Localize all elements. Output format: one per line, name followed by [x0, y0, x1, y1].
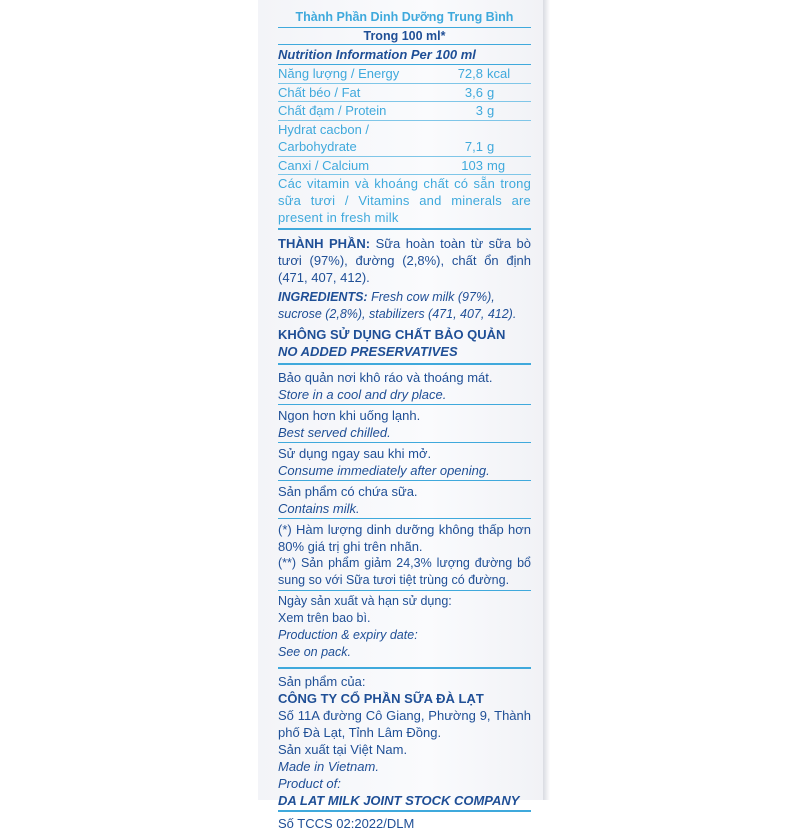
divider [278, 442, 531, 443]
company-name-en: DA LAT MILK JOINT STOCK COMPANY [278, 792, 531, 812]
no-preservatives-vi: KHÔNG SỬ DỤNG CHẤT BẢO QUẢN [278, 327, 506, 342]
footnote-nutrition: (*) Hàm lượng dinh dưỡng không thấp hơn 80% giá trị ghi trên nhãn. [278, 522, 531, 554]
divider [278, 363, 531, 365]
no-preservatives-en: NO ADDED PRESERVATIVES [278, 344, 458, 359]
nutrition-unit: g [487, 139, 495, 154]
nutrition-label: Chất đạm / Protein [278, 103, 387, 118]
product-of-label: Product of: [278, 776, 341, 791]
nutrition-value: 72,8 [457, 66, 483, 81]
ingredients-vi-label: THÀNH PHẦN: [278, 236, 371, 251]
ingredients-vi-text: Sữa hoàn toàn từ sữa bò tươi (97%), đường (2,8%), chất ổn định (471, 407, 412). [278, 236, 532, 285]
company-address: Số 11A đường Cô Giang, Phường 9, Thành phố Đà Lạt, Tỉnh Lâm Đồng. [278, 708, 531, 740]
instruction-opening-vi: Sử dụng ngay sau khi mở. [278, 446, 432, 461]
nutrition-label-line2: Carbohydrate [278, 139, 357, 154]
ingredients-en [278, 289, 531, 323]
producer-label: Sản phẩm của: [278, 674, 366, 689]
nutrition-title-per: Trong 100 ml* [278, 27, 531, 45]
nutrition-title-en: Nutrition Information Per 100 ml [278, 45, 531, 65]
vitamins-note: Các vitamin và khoáng chất có sẵn trong sữa tươi / Vitamins and minerals are present in fresh milk [278, 175, 531, 230]
company-name-vi: CÔNG TY CỔ PHẦN SỮA ĐÀ LẠT [278, 691, 484, 706]
dates-en-value: See on pack. [278, 645, 351, 659]
instruction-storage-en: Store in a cool and dry place. [278, 387, 447, 402]
nutrition-value: 3 [475, 103, 483, 118]
nutrition-value: 103 [461, 157, 483, 173]
divider [278, 590, 531, 591]
nutrition-label [278, 121, 439, 156]
standard-number: Số TCCS 02:2022/DLM [278, 816, 415, 831]
dates-en-label: Production & expiry date: [278, 628, 418, 642]
instruction-storage-vi: Bảo quản nơi khô ráo và thoáng mát. [278, 370, 493, 385]
made-in-en: Made in Vietnam. [278, 759, 379, 774]
nutrition-label-line1: Hydrat cacbon / [278, 121, 370, 137]
instruction-opening-en: Consume immediately after opening. [278, 463, 490, 478]
dates-vi-label: Ngày sản xuất và hạn sử dụng: [278, 594, 452, 608]
nutrition-label: Năng lượng / Energy [278, 66, 400, 81]
made-in-vi: Sản xuất tại Việt Nam. [278, 742, 408, 757]
instruction-chilled-en: Best served chilled. [278, 425, 391, 440]
instruction-milk-en: Contains milk. [278, 501, 360, 516]
ingredients-en-text: Fresh cow milk (97%), sucrose (2,8%), stabilizers (471, 407, 412). [278, 290, 517, 321]
nutrition-value: 3,6 [464, 84, 483, 100]
divider [278, 480, 531, 481]
nutrition-label-panel [258, 0, 543, 831]
nutrition-row-protein [278, 102, 531, 121]
nutrition-unit: kcal [487, 66, 511, 81]
nutrition-value: 7,1 [464, 139, 483, 154]
nutrition-label: Chất béo / Fat [278, 84, 361, 100]
ingredients-en-label: INGREDIENTS: [278, 290, 368, 304]
instruction-chilled-vi: Ngon hơn khi uống lạnh. [278, 408, 421, 423]
divider [278, 667, 531, 669]
nutrition-unit: g [487, 84, 495, 100]
nutrition-row-calcium [278, 157, 531, 176]
nutrition-row-fat [278, 84, 531, 103]
nutrition-title-vi: Thành Phần Dinh Dưỡng Trung Bình [295, 10, 514, 24]
nutrition-label: Canxi / Calcium [278, 157, 370, 173]
divider [278, 518, 531, 519]
nutrition-unit: mg [487, 157, 506, 173]
instruction-milk-vi: Sản phẩm có chứa sữa. [278, 484, 418, 499]
nutrition-row-energy [278, 65, 531, 84]
ingredients-vi [278, 235, 531, 286]
nutrition-unit: g [487, 103, 495, 118]
footnote-sugar: (**) Sản phẩm giảm 24,3% lượng đường bổ sung so với Sữa tươi tiệt trùng có đường. [278, 556, 531, 587]
dates-vi-value: Xem trên bao bì. [278, 611, 371, 625]
divider [278, 404, 531, 405]
nutrition-row-carbohydrate [278, 121, 531, 157]
